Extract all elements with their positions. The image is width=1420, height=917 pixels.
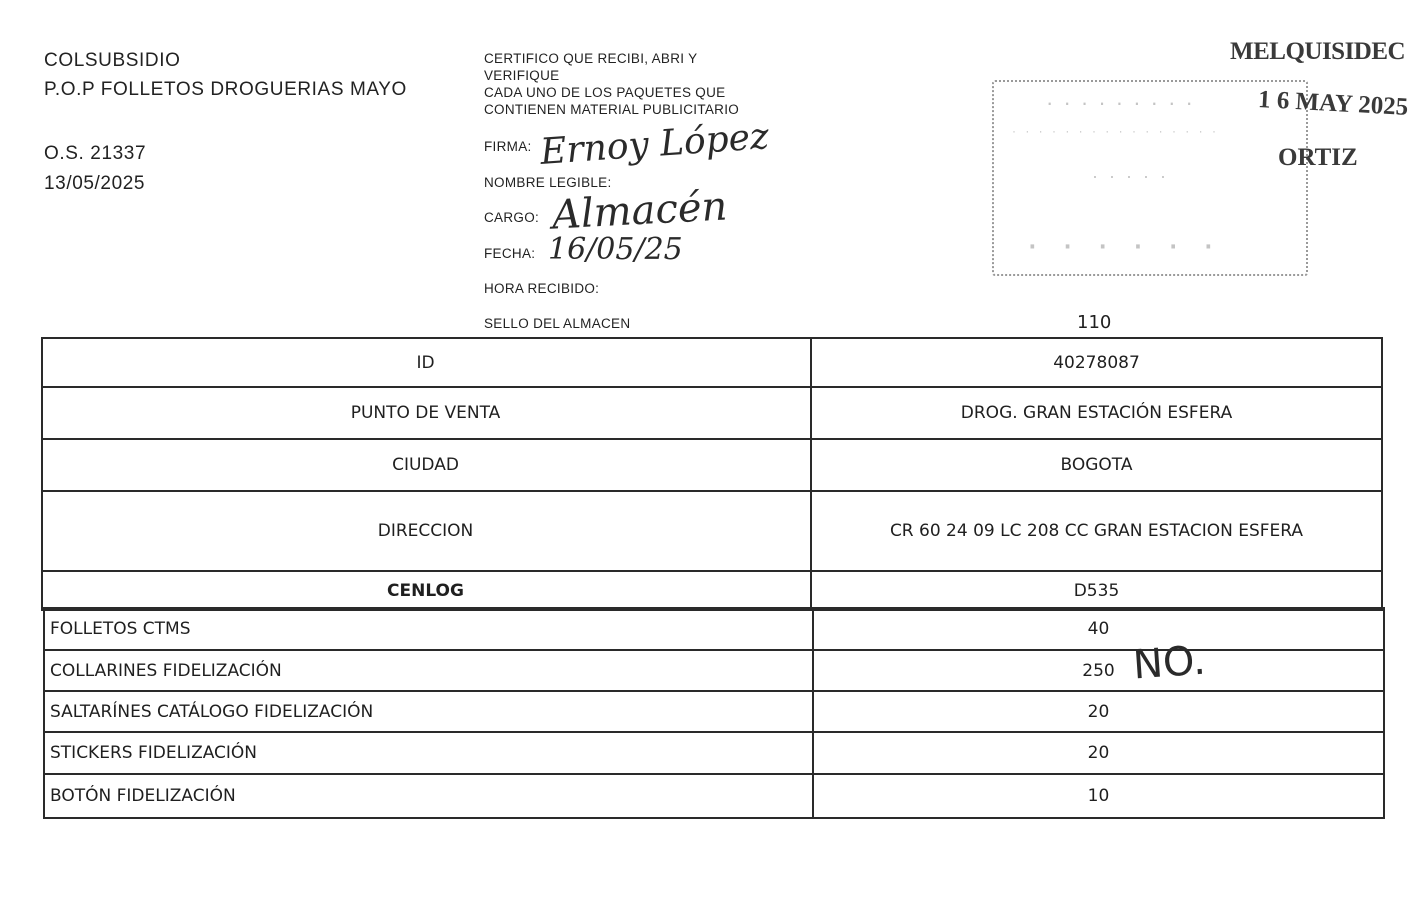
row-label: PUNTO DE VENTA [350,403,501,423]
certification-line: CADA UNO DE LOS PAQUETES QUE [484,85,726,100]
handwritten-note: NO. [1131,637,1208,689]
row-value: 40278087 [810,339,1381,386]
cargo-handwritten: Almacén [550,183,729,239]
fecha-handwritten: 16/05/25 [548,232,683,267]
row-label: CENLOG [387,580,464,601]
row-value: D535 [810,572,1381,609]
item-name: BOTÓN FIDELIZACIÓN [50,786,236,806]
row-label: ID [416,352,435,373]
nombre-legible-label: NOMBRE LEGIBLE: [484,175,612,190]
sello-almacen-label: SELLO DEL ALMACEN [484,316,631,331]
stamp-name-bottom: ORTIZ [1278,144,1358,171]
cargo-label: CARGO: [484,210,540,225]
item-name: STICKERS FIDELIZACIÓN [50,743,258,763]
item-quantity: 10 [812,775,1383,817]
item-name: COLLARINES FIDELIZACIÓN [50,660,282,681]
certification-line: CONTIENEN MATERIAL PUBLICITARIO [484,102,740,117]
table-row [43,572,1381,609]
campaign-title: P.O.P FOLLETOS DROGUERIAS MAYO [44,79,407,100]
table-row [45,775,1383,817]
item-name: FOLLETOS CTMS [50,619,191,639]
table-row [45,692,1383,733]
table-row [43,440,1381,492]
stamp-faint-text: · · · · · [1092,166,1169,186]
firma-label: FIRMA: [484,139,532,154]
item-quantity: 20 [812,692,1383,731]
stamp-date: 1 6 MAY 2025 [1257,86,1409,121]
table-row [43,388,1381,440]
hora-recibido-label: HORA RECIBIDO: [484,281,600,296]
item-quantity: 20 [812,733,1383,773]
row-label: CIUDAD [392,455,459,475]
table-row [43,492,1381,572]
row-label: DIRECCION [377,521,474,541]
delivery-info-table [41,337,1383,611]
row-value: BOGOTA [810,440,1381,490]
fecha-label: FECHA: [484,246,536,261]
stamp-faint-text: · · · · · · · · · · · · · · · · [1012,124,1219,138]
certification-line: CERTIFICO QUE RECIBI, ABRI Y [484,51,698,66]
box-count: 110 [1077,312,1112,333]
row-value: CR 60 24 09 LC 208 CC GRAN ESTACION ESFERA [810,492,1381,570]
stamp-faint-text: · · · · · · [1026,224,1221,266]
stamp-faint-text: · · · · · · · · · [1046,90,1195,115]
order-date: 13/05/2025 [44,173,146,194]
firma-handwritten: Ernoy López [538,116,771,173]
table-row [43,339,1381,388]
item-quantity: 40 [812,609,1383,649]
certification-line: VERIFIQUE [484,68,560,83]
order-number: O.S. 21337 [44,143,147,164]
item-quantity: 250 [812,651,1383,690]
table-row [45,733,1383,775]
certification-text [484,50,739,118]
company-name: COLSUBSIDIO [44,50,181,71]
item-name: SALTARÍNES CATÁLOGO FIDELIZACIÓN [50,701,374,722]
row-value: DROG. GRAN ESTACIÓN ESFERA [810,388,1381,438]
stamp-name-top: MELQUISIDEC [1230,38,1406,65]
